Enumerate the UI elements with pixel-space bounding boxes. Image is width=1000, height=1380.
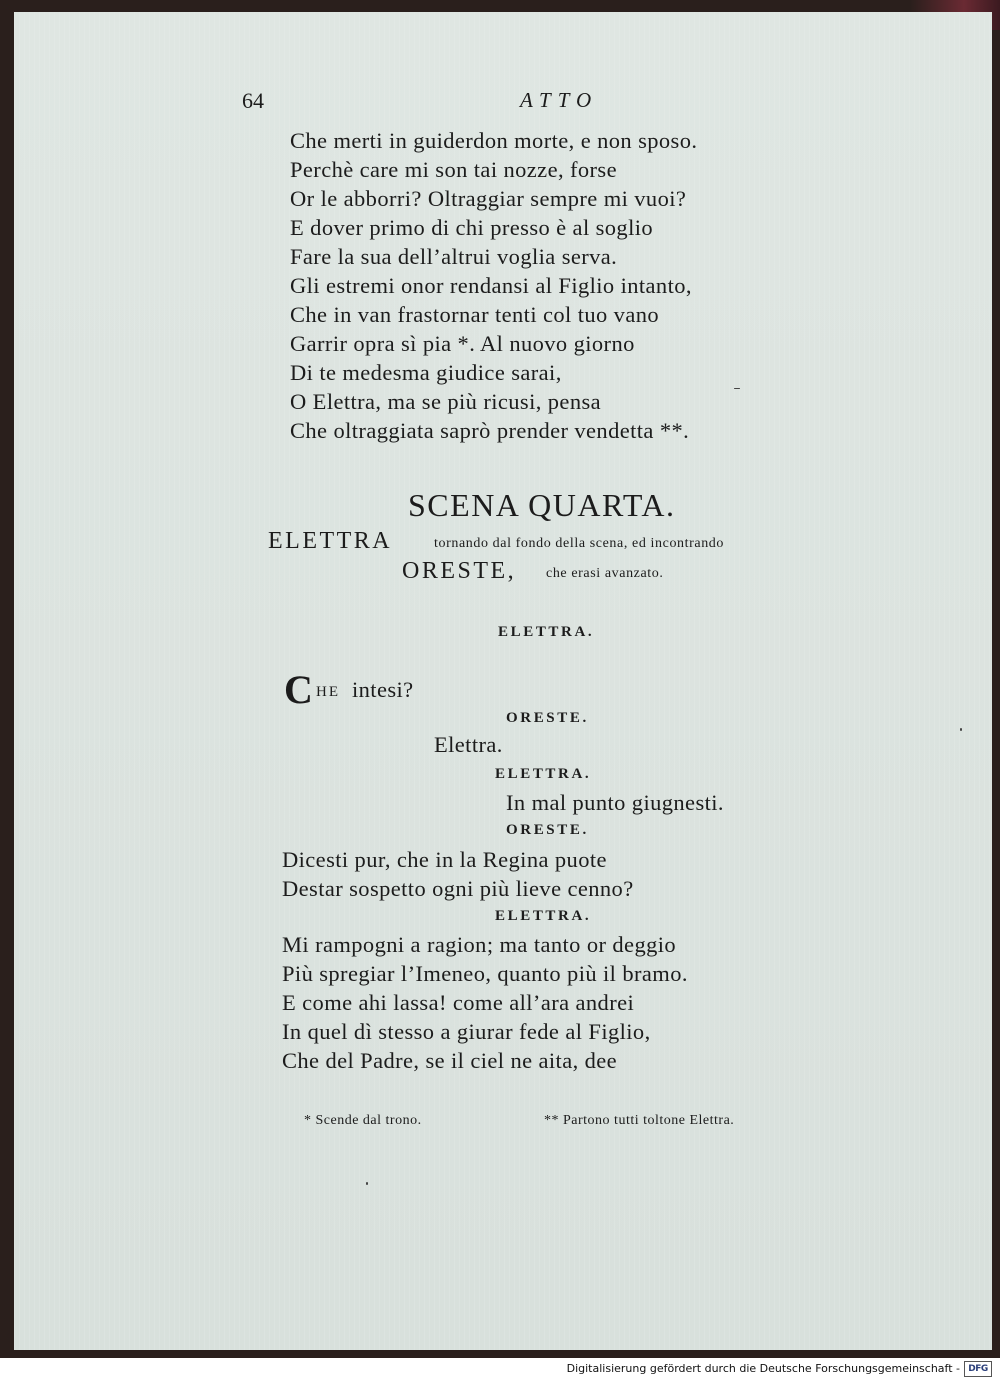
- page-number: 64: [242, 88, 264, 113]
- verse-line: Che oltraggiata saprò prender vendetta **.: [290, 418, 690, 443]
- verse-line: E dover primo di chi presso è al soglio: [290, 215, 654, 240]
- verse-line: In mal punto giugnesti.: [506, 790, 724, 815]
- verse-line: Di te medesma giudice sarai,: [290, 360, 562, 385]
- footnote: * Scende dal trono.: [304, 1113, 422, 1128]
- verse-line: intesi?: [352, 677, 414, 702]
- verse-line: Che del Padre, se il ciel ne aita, dee: [282, 1048, 618, 1073]
- paper-speck: [734, 388, 740, 389]
- verse-line: Or le abborri? Oltraggiar sempre mi vuoi?: [290, 186, 687, 211]
- drop-cap-continuation: HE: [316, 684, 340, 700]
- character-name: ORESTE,: [402, 558, 517, 584]
- verse-line: E come ahi lassa! come all’ara andrei: [282, 990, 635, 1015]
- digitization-credit: Digitalisierung gefördert durch die Deutsche Forschungsgemeinschaft -: [566, 1362, 960, 1375]
- verse-line: O Elettra, ma se più ricusi, pensa: [290, 389, 602, 414]
- verse-line: Dicesti pur, che in la Regina puote: [282, 847, 607, 872]
- digitization-credit-bar: [0, 1358, 1000, 1380]
- scene-title: SCENA QUARTA.: [408, 487, 676, 523]
- character-name: ELETTRA: [268, 528, 393, 554]
- speaker-label: ELETTRA.: [495, 766, 592, 782]
- verse-line: Gli estremi onor rendansi al Figlio intanto,: [290, 273, 692, 298]
- stage-direction: tornando dal fondo della scena, ed incontrando: [434, 536, 725, 551]
- footnote: ** Partono tutti toltone Elettra.: [544, 1113, 735, 1128]
- stage-direction: che erasi avanzato.: [546, 566, 664, 581]
- speaker-label: ORESTE.: [506, 822, 589, 838]
- dfg-logo-icon: DFG: [964, 1361, 992, 1377]
- speaker-label: ORESTE.: [506, 710, 589, 726]
- verse-line: Che merti in guiderdon morte, e non sposo.: [290, 128, 698, 153]
- verse-line: Destar sospetto ogni più lieve cenno?: [282, 876, 634, 901]
- verse-line: Perchè care mi son tai nozze, forse: [290, 157, 617, 182]
- verse-line: Più spregiar l’Imeneo, quanto più il bramo.: [282, 961, 688, 986]
- paper-speck: [960, 728, 962, 731]
- verse-line: Fare la sua dell’altrui voglia serva.: [290, 244, 618, 269]
- verse-line: Mi rampogni a ragion; ma tanto or deggio: [282, 932, 677, 957]
- drop-cap: C: [284, 667, 313, 712]
- paper-speck: [366, 1182, 368, 1185]
- verse-line: Garrir opra sì pia *. Al nuovo giorno: [290, 331, 635, 356]
- verse-line: Elettra.: [434, 732, 503, 757]
- book-page: [14, 12, 992, 1350]
- speaker-label: ELETTRA.: [495, 908, 592, 924]
- verse-line: In quel dì stesso a giurar fede al Figlio,: [282, 1019, 651, 1044]
- running-head-title: ATTO: [520, 88, 599, 112]
- verse-line: Che in van frastornar tenti col tuo vano: [290, 302, 660, 327]
- speaker-label: ELETTRA.: [498, 624, 595, 640]
